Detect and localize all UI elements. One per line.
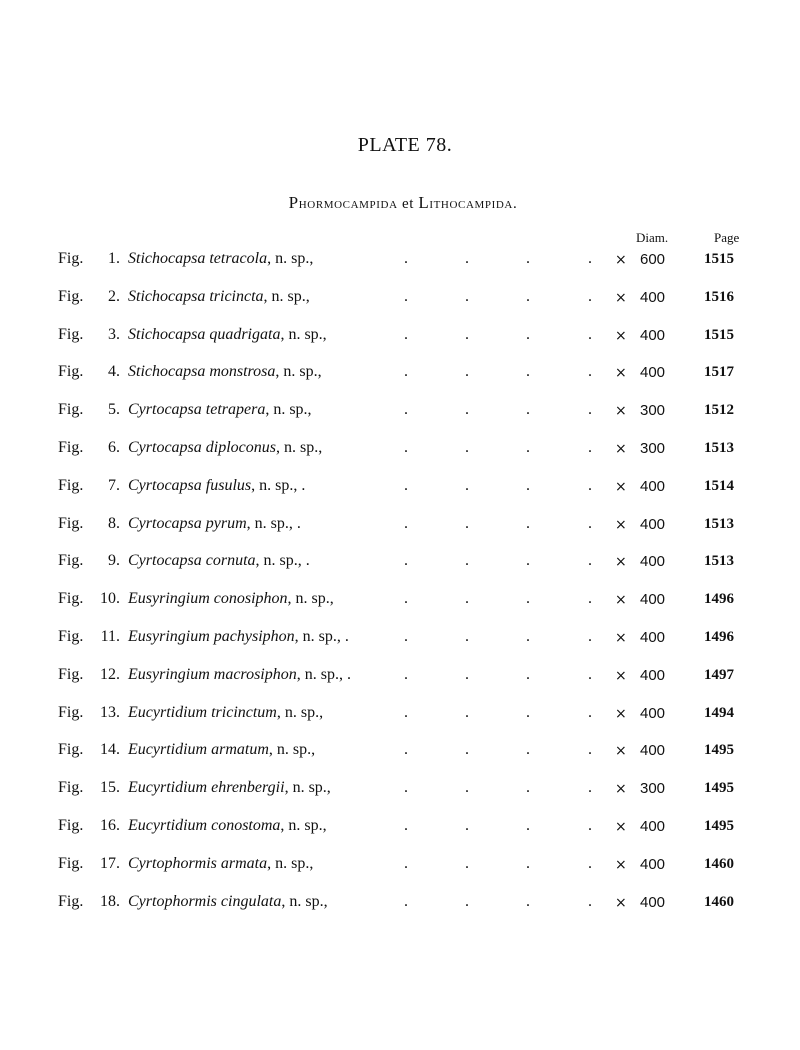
species-suffix: , n. sp., . [251,476,306,494]
species-name: Eucyrtidium tricinctum [128,703,277,721]
magnification-sign: × [615,894,627,911]
leader-dot: . [588,552,592,570]
table-row [0,739,800,777]
leader-dot: . [404,816,408,834]
species-name: Eucyrtidium ehrenbergii [128,779,285,797]
figure-number: 10. [100,590,120,608]
figure-number: 6. [108,438,120,456]
figure-number: 2. [108,287,120,305]
leader-dot: . [588,514,592,532]
leader-dot: . [465,741,469,759]
table-row [0,815,800,853]
leader-dot: . [526,741,530,759]
species-name: Stichocapsa tetracola [128,250,268,267]
leader-dot: . [588,363,592,381]
magnification-sign: × [615,365,627,382]
leader-dot: . [526,287,530,305]
table-row [0,248,800,286]
page-number: 1496 [704,628,734,645]
leader-dot: . [526,627,530,645]
magnification-value: 600 [640,251,666,268]
figure-number: 12. [100,665,120,683]
species-name: Eucyrtidium armatum [128,741,269,759]
table-row [0,399,800,437]
species-suffix: , n. sp., [281,892,328,910]
magnification-value: 300 [640,402,666,420]
leader-dot: . [588,627,592,645]
table-row [0,702,800,740]
species-entry [128,552,310,570]
leader-dot: . [526,816,530,834]
species-entry [128,250,313,268]
figure-number: 18. [100,892,120,910]
species-suffix: , n. sp., [276,703,324,721]
leader-dot: . [404,325,408,343]
leader-dot: . [404,892,408,910]
magnification-value: 400 [640,628,666,646]
column-header-page: Page [714,230,740,245]
figure-label: Fig. [58,627,84,645]
table-row [0,437,800,475]
magnification-sign: × [615,440,627,457]
magnification-sign: × [615,516,627,533]
figure-number: 13. [100,703,120,721]
page-number: 1495 [704,742,734,759]
page-number: 1495 [704,780,734,797]
species-entry [128,515,301,533]
figure-number: 8. [108,514,120,532]
magnification-value: 300 [640,439,666,457]
leader-dot: . [465,363,469,381]
magnification-value: 400 [640,591,666,609]
leader-dot: . [526,665,530,683]
leader-dot: . [404,438,408,456]
species-entry [128,666,351,684]
leader-dot: . [404,401,408,419]
section-part2-cap: L [418,193,430,212]
leader-dot: . [404,552,408,570]
leader-dot: . [588,438,592,456]
species-name: Cyrtocapsa tetrapera [128,401,266,419]
magnification-value: 400 [640,515,666,533]
table-row [0,513,800,551]
figure-label: Fig. [58,363,84,381]
figure-label: Fig. [58,287,84,305]
figure-label: Fig. [58,552,84,570]
species-name: Cyrtophormis cingulata [128,892,282,910]
page-number: 1494 [704,704,734,721]
figure-number: 1. [108,250,120,267]
figure-label: Fig. [58,665,84,683]
species-name: Stichocapsa monstrosa [128,363,276,381]
leader-dot: . [588,779,592,797]
leader-dot: . [526,401,530,419]
magnification-value: 400 [640,893,666,911]
table-row [0,626,800,664]
leader-dot: . [465,854,469,872]
figure-number: 17. [100,854,120,872]
section-part2-rest: ithocampida [429,196,513,212]
species-suffix: , n. sp., [275,363,322,381]
figure-label: Fig. [58,250,84,267]
leader-dot: . [465,590,469,608]
leader-dot: . [526,514,530,532]
magnification-value: 400 [640,855,666,873]
species-name: Stichocapsa tricincta [128,287,264,305]
leader-dot: . [588,590,592,608]
species-entry [128,288,310,306]
figure-label: Fig. [58,892,84,910]
species-entry [128,893,328,911]
magnification-value: 400 [640,553,666,571]
magnification-value: 300 [640,780,666,798]
species-suffix: , n. sp., [267,854,314,872]
species-entry [128,363,322,381]
magnification-sign: × [615,327,627,344]
page-number: 1512 [704,402,734,419]
leader-dot: . [465,325,469,343]
species-suffix: , n. sp., [267,250,314,267]
leader-dot: . [526,703,530,721]
figure-number: 5. [108,401,120,419]
page-number: 1517 [704,364,734,381]
species-entry [128,439,322,457]
figure-label: Fig. [58,325,84,343]
leader-dot: . [465,476,469,494]
species-entry [128,477,305,495]
species-suffix: , n. sp., . [294,627,349,645]
figure-label: Fig. [58,476,84,494]
figure-number: 15. [100,779,120,797]
species-name: Cyrtocapsa fusulus [128,476,252,494]
page-number: 1513 [704,515,734,532]
species-name: Eusyringium conosiphon [128,590,288,608]
leader-dot: . [588,287,592,305]
figure-label: Fig. [58,703,84,721]
leader-dot: . [588,892,592,910]
species-suffix: , n. sp., [263,287,310,305]
magnification-sign: × [615,252,627,268]
leader-dot: . [404,779,408,797]
leader-dot: . [465,438,469,456]
figure-number: 3. [108,325,120,343]
species-entry [128,401,312,419]
leader-dot: . [526,552,530,570]
column-header-diam: Diam. [636,230,669,245]
figure-label: Fig. [58,514,84,532]
page-number: 1513 [704,553,734,570]
leader-dot: . [404,476,408,494]
leader-dot: . [404,703,408,721]
magnification-sign: × [615,781,627,798]
page-number: 1496 [704,591,734,608]
species-suffix: , n. sp., . [255,552,310,570]
leader-dot: . [588,476,592,494]
section-title [0,193,800,213]
section-join: et [397,196,419,212]
leader-dot: . [465,514,469,532]
magnification-value: 400 [640,477,666,495]
species-name: Cyrtophormis armata [128,854,268,872]
leader-dot: . [588,816,592,834]
leader-dot: . [588,250,592,267]
leader-dot: . [404,627,408,645]
magnification-value: 400 [640,742,666,760]
species-suffix: , n. sp., [287,590,334,608]
figure-label: Fig. [58,438,84,456]
leader-dot: . [465,627,469,645]
leader-dot: . [526,476,530,494]
species-suffix: , n. sp., [265,401,312,419]
figure-label: Fig. [58,779,84,797]
figure-label: Fig. [58,590,84,608]
magnification-value: 400 [640,666,666,684]
magnification-sign: × [615,592,627,609]
magnification-value: 400 [640,817,666,835]
figure-number: 14. [100,741,120,759]
page-number: 1514 [704,477,734,494]
species-suffix: , n. sp., [280,325,327,343]
leader-dot: . [526,325,530,343]
leader-dot: . [588,401,592,419]
magnification-value: 400 [640,288,666,306]
magnification-sign: × [615,856,627,873]
leader-dot: . [526,892,530,910]
table-row [0,853,800,891]
species-entry [128,817,327,835]
table-row [0,286,800,324]
species-entry [128,855,313,873]
figure-label: Fig. [58,741,84,759]
page-number: 1516 [704,288,734,305]
figure-label: Fig. [58,816,84,834]
magnification-sign: × [615,629,627,646]
leader-dot: . [404,287,408,305]
table-row [0,777,800,815]
table-row [0,891,800,929]
page-number: 1513 [704,439,734,456]
leader-dot: . [588,665,592,683]
species-suffix: , n. sp., [268,741,316,759]
leader-dot: . [526,438,530,456]
species-entry [128,741,315,759]
magnification-sign: × [615,554,627,571]
leader-dot: . [404,854,408,872]
page-number: 1497 [704,666,734,683]
species-entry [128,590,334,608]
leader-dot: . [526,854,530,872]
table-row [0,588,800,626]
table-row [0,664,800,702]
leader-dot: . [588,854,592,872]
leader-dot: . [465,250,469,267]
magnification-value: 400 [640,364,666,382]
leader-dot: . [465,287,469,305]
species-name: Cyrtocapsa diploconus [128,438,276,456]
leader-dot: . [465,892,469,910]
leader-dot: . [404,665,408,683]
leader-dot: . [404,741,408,759]
leader-dot: . [526,779,530,797]
species-name: Eucyrtidium conostoma [128,816,281,834]
species-name: Eusyringium pachysiphon [128,627,295,645]
leader-dot: . [465,816,469,834]
leader-dot: . [526,250,530,267]
figure-number: 9. [108,552,120,570]
species-entry [128,326,327,344]
leader-dot: . [404,590,408,608]
species-suffix: , n. sp., [276,438,323,456]
magnification-value: 400 [640,704,666,722]
species-name: Stichocapsa quadrigata [128,325,281,343]
figure-number: 11. [100,627,120,645]
figure-number: 16. [100,816,120,834]
magnification-sign: × [615,705,627,722]
species-suffix: , n. sp., [284,779,331,797]
species-name: Cyrtocapsa cornuta [128,552,256,570]
figure-number: 4. [108,363,120,381]
leader-dot: . [404,514,408,532]
table-row [0,550,800,588]
magnification-sign: × [615,478,627,495]
leader-dot: . [588,325,592,343]
table-row [0,324,800,362]
leader-dot: . [404,250,408,267]
magnification-sign: × [615,818,627,835]
leader-dot: . [526,590,530,608]
species-entry [128,704,323,722]
magnification-sign: × [615,289,627,306]
page-number: 1460 [704,893,734,910]
figure-label: Fig. [58,854,84,872]
plate-title: PLATE 78. [357,134,453,156]
page-number: 1515 [704,251,734,267]
section-part1-rest: hormocampida [298,196,398,212]
leader-dot: . [465,703,469,721]
leader-dot: . [588,703,592,721]
species-suffix: , n. sp., [280,816,327,834]
species-entry [128,628,349,646]
leader-dot: . [465,779,469,797]
leader-dot: . [404,363,408,381]
figure-number: 7. [108,476,120,494]
table-row [0,361,800,399]
page-number: 1495 [704,817,734,834]
species-suffix: , n. sp., . [246,514,301,532]
magnification-sign: × [615,743,627,760]
section-end: . [512,196,518,212]
species-name: Eusyringium macrosiphon [128,665,297,683]
leader-dot: . [465,552,469,570]
figure-label: Fig. [58,401,84,419]
section-part1-cap: P [288,193,299,212]
leader-dot: . [588,741,592,759]
magnification-sign: × [615,667,627,684]
leader-dot: . [465,665,469,683]
species-suffix: , n. sp., . [296,665,351,683]
species-entry [128,779,331,797]
page-number: 1460 [704,855,734,872]
magnification-sign: × [615,403,627,420]
table-row [0,475,800,513]
species-name: Cyrtocapsa pyrum [128,514,247,532]
page-number: 1515 [704,326,734,343]
leader-dot: . [465,401,469,419]
figure-list [0,248,800,928]
magnification-value: 400 [640,326,666,344]
leader-dot: . [526,363,530,381]
